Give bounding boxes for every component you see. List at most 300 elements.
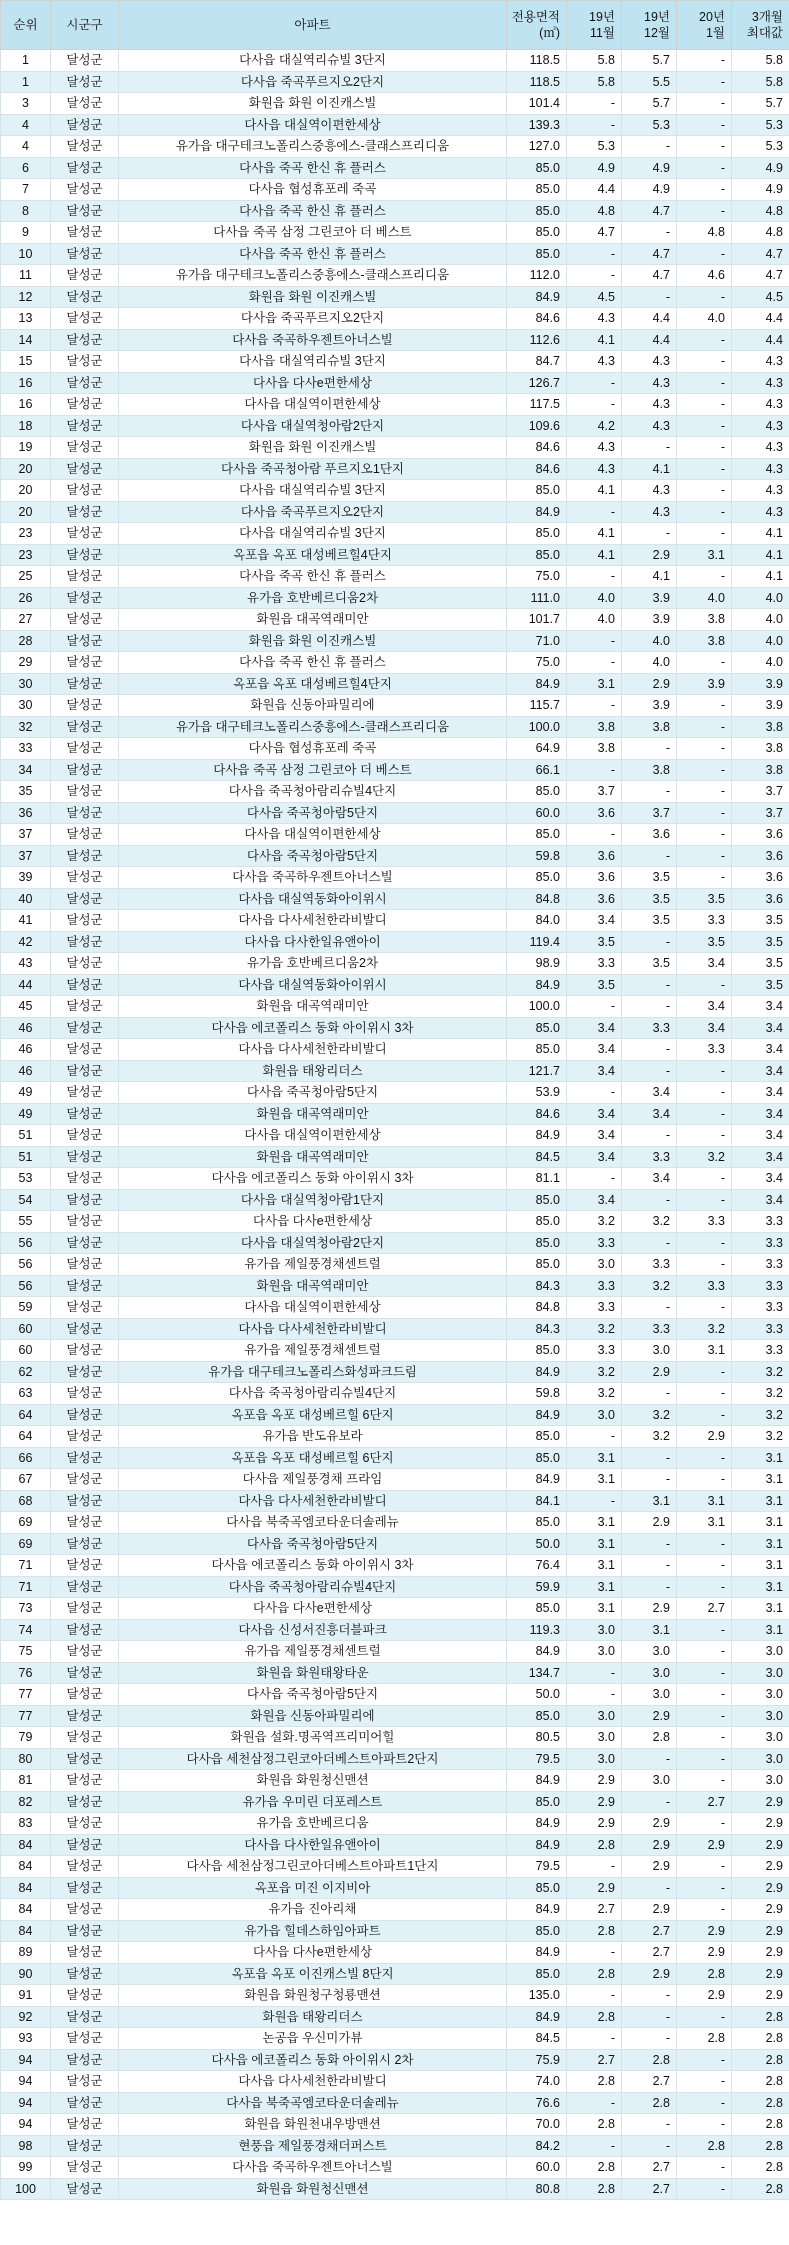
cell-apartment: 유가읍 제일풍경채센트럴 xyxy=(119,1340,507,1362)
cell-rank: 69 xyxy=(1,1533,51,1555)
cell-district: 달성군 xyxy=(51,265,119,287)
table-row xyxy=(1,71,789,93)
cell-month-3: - xyxy=(677,1189,732,1211)
cell-max: 2.9 xyxy=(732,1985,789,2007)
cell-max: 4.9 xyxy=(732,157,789,179)
cell-district: 달성군 xyxy=(51,888,119,910)
table-row xyxy=(1,1168,789,1190)
cell-area: 85.0 xyxy=(507,179,567,201)
cell-month-2: - xyxy=(622,1533,677,1555)
table-row xyxy=(1,1125,789,1147)
cell-area: 84.9 xyxy=(507,1361,567,1383)
cell-area: 70.0 xyxy=(507,2114,567,2136)
table-body xyxy=(1,50,789,2200)
cell-district: 달성군 xyxy=(51,1189,119,1211)
header-area: 전용면적 (㎡) xyxy=(507,1,567,50)
cell-rank: 68 xyxy=(1,1490,51,1512)
cell-rank: 100 xyxy=(1,2178,51,2200)
cell-max: 2.8 xyxy=(732,2178,789,2200)
cell-district: 달성군 xyxy=(51,2157,119,2179)
cell-max: 3.2 xyxy=(732,1361,789,1383)
cell-rank: 1 xyxy=(1,50,51,72)
cell-month-3: 2.7 xyxy=(677,1791,732,1813)
cell-month-1: - xyxy=(567,2028,622,2050)
cell-month-1: - xyxy=(567,1426,622,1448)
cell-rank: 54 xyxy=(1,1189,51,1211)
cell-apartment: 유가읍 대구테크노폴리스중흥에스-클래스프리디움 xyxy=(119,265,507,287)
cell-area: 81.1 xyxy=(507,1168,567,1190)
cell-apartment: 다사읍 세천삼정그린코아더베스트아파트1단지 xyxy=(119,1856,507,1878)
cell-apartment: 화원읍 화원청구청룡맨션 xyxy=(119,1985,507,2007)
cell-month-1: 3.4 xyxy=(567,1189,622,1211)
cell-rank: 40 xyxy=(1,888,51,910)
cell-month-2: 3.5 xyxy=(622,953,677,975)
cell-area: 80.5 xyxy=(507,1727,567,1749)
cell-apartment: 다사읍 대실역청아람2단지 xyxy=(119,1232,507,1254)
table-row xyxy=(1,1748,789,1770)
table-row xyxy=(1,480,789,502)
table-row xyxy=(1,1189,789,1211)
cell-month-1: 5.8 xyxy=(567,71,622,93)
cell-district: 달성군 xyxy=(51,501,119,523)
cell-max: 3.7 xyxy=(732,781,789,803)
cell-month-1: - xyxy=(567,1856,622,1878)
cell-apartment: 화원읍 화원 이진캐스빌 xyxy=(119,286,507,308)
cell-rank: 98 xyxy=(1,2135,51,2157)
table-row xyxy=(1,1017,789,1039)
cell-area: 84.9 xyxy=(507,501,567,523)
cell-max: 3.1 xyxy=(732,1490,789,1512)
cell-month-1: 4.1 xyxy=(567,523,622,545)
table-row xyxy=(1,2157,789,2179)
cell-district: 달성군 xyxy=(51,200,119,222)
cell-month-3: - xyxy=(677,523,732,545)
cell-month-2: 3.9 xyxy=(622,695,677,717)
table-row xyxy=(1,1082,789,1104)
cell-area: 118.5 xyxy=(507,50,567,72)
table-row xyxy=(1,265,789,287)
header-month-2: 19년 12월 xyxy=(622,1,677,50)
cell-rank: 55 xyxy=(1,1211,51,1233)
cell-month-1: 3.1 xyxy=(567,1512,622,1534)
cell-district: 달성군 xyxy=(51,114,119,136)
cell-apartment: 다사읍 대실역리슈빌 3단지 xyxy=(119,480,507,502)
cell-area: 84.1 xyxy=(507,1490,567,1512)
cell-area: 84.9 xyxy=(507,2006,567,2028)
cell-rank: 28 xyxy=(1,630,51,652)
cell-month-2: - xyxy=(622,523,677,545)
cell-district: 달성군 xyxy=(51,523,119,545)
cell-apartment: 다사읍 에코폴리스 동화 아이위시 2차 xyxy=(119,2049,507,2071)
cell-month-2: 3.5 xyxy=(622,910,677,932)
header-district: 시군구 xyxy=(51,1,119,50)
table-row xyxy=(1,759,789,781)
table-row xyxy=(1,1533,789,1555)
cell-month-2: 2.8 xyxy=(622,2049,677,2071)
cell-month-3: - xyxy=(677,93,732,115)
table-header xyxy=(1,1,789,50)
cell-rank: 84 xyxy=(1,1920,51,1942)
table-row xyxy=(1,93,789,115)
cell-rank: 66 xyxy=(1,1447,51,1469)
cell-rank: 71 xyxy=(1,1555,51,1577)
cell-district: 달성군 xyxy=(51,1146,119,1168)
cell-area: 84.2 xyxy=(507,2135,567,2157)
table-row xyxy=(1,2071,789,2093)
cell-max: 3.1 xyxy=(732,1598,789,1620)
cell-area: 59.8 xyxy=(507,1383,567,1405)
cell-month-2: 2.9 xyxy=(622,544,677,566)
cell-apartment: 다사읍 죽곡하우젠트아너스빌 xyxy=(119,867,507,889)
cell-max: 3.2 xyxy=(732,1404,789,1426)
cell-district: 달성군 xyxy=(51,243,119,265)
cell-month-3: 2.8 xyxy=(677,2135,732,2157)
cell-apartment: 현풍읍 제일풍경채더퍼스트 xyxy=(119,2135,507,2157)
cell-month-3: - xyxy=(677,652,732,674)
table-row xyxy=(1,1920,789,1942)
cell-max: 2.8 xyxy=(732,2092,789,2114)
cell-max: 4.0 xyxy=(732,587,789,609)
cell-max: 2.8 xyxy=(732,2071,789,2093)
cell-district: 달성군 xyxy=(51,1490,119,1512)
cell-month-1: - xyxy=(567,1662,622,1684)
cell-month-3: - xyxy=(677,437,732,459)
cell-rank: 46 xyxy=(1,1017,51,1039)
cell-month-3: 4.6 xyxy=(677,265,732,287)
cell-month-2: - xyxy=(622,222,677,244)
cell-month-2: 4.3 xyxy=(622,501,677,523)
cell-area: 60.0 xyxy=(507,802,567,824)
cell-area: 64.9 xyxy=(507,738,567,760)
cell-month-3: - xyxy=(677,415,732,437)
cell-max: 2.9 xyxy=(732,1791,789,1813)
cell-apartment: 다사읍 대실역리슈빌 3단지 xyxy=(119,351,507,373)
cell-max: 3.8 xyxy=(732,738,789,760)
cell-apartment: 화원읍 화원 이진캐스빌 xyxy=(119,630,507,652)
cell-month-2: 3.5 xyxy=(622,867,677,889)
cell-month-2: - xyxy=(622,286,677,308)
cell-rank: 23 xyxy=(1,523,51,545)
cell-apartment: 다사읍 대실역동화아이위시 xyxy=(119,974,507,996)
table-row xyxy=(1,587,789,609)
cell-apartment: 다사읍 다사세천한라비발디 xyxy=(119,910,507,932)
cell-apartment: 다사읍 대실역청아람1단지 xyxy=(119,1189,507,1211)
cell-max: 3.0 xyxy=(732,1662,789,1684)
cell-apartment: 다사읍 대실역이편한세상 xyxy=(119,1125,507,1147)
cell-max: 2.9 xyxy=(732,1963,789,1985)
cell-area: 60.0 xyxy=(507,2157,567,2179)
cell-month-2: 3.3 xyxy=(622,1318,677,1340)
cell-district: 달성군 xyxy=(51,974,119,996)
cell-month-2: 3.2 xyxy=(622,1426,677,1448)
cell-rank: 10 xyxy=(1,243,51,265)
cell-month-3: - xyxy=(677,802,732,824)
cell-max: 3.6 xyxy=(732,867,789,889)
cell-district: 달성군 xyxy=(51,1791,119,1813)
cell-district: 달성군 xyxy=(51,480,119,502)
cell-area: 76.6 xyxy=(507,2092,567,2114)
cell-month-1: - xyxy=(567,1985,622,2007)
cell-month-2: - xyxy=(622,996,677,1018)
cell-month-2: - xyxy=(622,1447,677,1469)
cell-apartment: 다사읍 죽곡 삼정 그린코아 더 베스트 xyxy=(119,222,507,244)
cell-apartment: 다사읍 다사세천한라비발디 xyxy=(119,1039,507,1061)
cell-month-2: 4.3 xyxy=(622,394,677,416)
cell-month-3: - xyxy=(677,2092,732,2114)
cell-area: 135.0 xyxy=(507,1985,567,2007)
header-rank: 순위 xyxy=(1,1,51,50)
cell-max: 3.4 xyxy=(732,1060,789,1082)
cell-rank: 29 xyxy=(1,652,51,674)
cell-district: 달성군 xyxy=(51,609,119,631)
cell-month-3: 2.8 xyxy=(677,1963,732,1985)
cell-apartment: 다사읍 세천삼정그린코아더베스트아파트2단지 xyxy=(119,1748,507,1770)
cell-month-2: 4.9 xyxy=(622,157,677,179)
cell-month-1: 3.1 xyxy=(567,1576,622,1598)
cell-max: 3.5 xyxy=(732,953,789,975)
cell-month-3: 3.4 xyxy=(677,996,732,1018)
cell-max: 4.8 xyxy=(732,222,789,244)
cell-district: 달성군 xyxy=(51,308,119,330)
cell-month-3: - xyxy=(677,1727,732,1749)
cell-rank: 62 xyxy=(1,1361,51,1383)
cell-rank: 1 xyxy=(1,71,51,93)
cell-rank: 63 xyxy=(1,1383,51,1405)
table-row xyxy=(1,1899,789,1921)
cell-month-3: - xyxy=(677,2006,732,2028)
cell-month-3: - xyxy=(677,695,732,717)
table-row xyxy=(1,2135,789,2157)
cell-district: 달성군 xyxy=(51,415,119,437)
cell-max: 2.8 xyxy=(732,2049,789,2071)
cell-rank: 7 xyxy=(1,179,51,201)
cell-month-2: 3.7 xyxy=(622,802,677,824)
cell-rank: 32 xyxy=(1,716,51,738)
cell-district: 달성군 xyxy=(51,372,119,394)
cell-max: 2.8 xyxy=(732,2006,789,2028)
cell-area: 112.6 xyxy=(507,329,567,351)
cell-month-2: 4.4 xyxy=(622,329,677,351)
cell-month-2: 3.1 xyxy=(622,1619,677,1641)
cell-apartment: 다사읍 다사한일유앤아이 xyxy=(119,1834,507,1856)
cell-area: 84.0 xyxy=(507,910,567,932)
cell-apartment: 다사읍 대실역동화아이위시 xyxy=(119,888,507,910)
cell-max: 3.1 xyxy=(732,1576,789,1598)
cell-apartment: 다사읍 죽곡청아람5단지 xyxy=(119,1082,507,1104)
cell-month-2: - xyxy=(622,1748,677,1770)
cell-month-2: - xyxy=(622,1576,677,1598)
cell-month-2: - xyxy=(622,781,677,803)
table-row xyxy=(1,845,789,867)
cell-max: 3.1 xyxy=(732,1469,789,1491)
cell-month-1: 3.1 xyxy=(567,1555,622,1577)
cell-month-1: 2.8 xyxy=(567,2178,622,2200)
table-row xyxy=(1,372,789,394)
cell-district: 달성군 xyxy=(51,695,119,717)
cell-area: 98.9 xyxy=(507,953,567,975)
cell-month-2: 3.9 xyxy=(622,609,677,631)
cell-month-2: - xyxy=(622,2006,677,2028)
cell-max: 3.4 xyxy=(732,996,789,1018)
header-month-1: 19년 11월 xyxy=(567,1,622,50)
cell-apartment: 다사읍 죽곡청아람5단지 xyxy=(119,1533,507,1555)
cell-apartment: 다사읍 죽곡 한신 휴 플러스 xyxy=(119,243,507,265)
cell-rank: 56 xyxy=(1,1254,51,1276)
cell-district: 달성군 xyxy=(51,2135,119,2157)
table-row xyxy=(1,1232,789,1254)
cell-month-1: 3.3 xyxy=(567,1275,622,1297)
cell-apartment: 유가읍 대구테크노폴리스중흥에스-클래스프리디움 xyxy=(119,136,507,158)
cell-month-1: - xyxy=(567,2135,622,2157)
cell-month-1: 3.6 xyxy=(567,845,622,867)
cell-max: 3.6 xyxy=(732,845,789,867)
cell-month-2: 4.7 xyxy=(622,265,677,287)
cell-area: 85.0 xyxy=(507,1426,567,1448)
cell-district: 달성군 xyxy=(51,93,119,115)
cell-month-1: - xyxy=(567,394,622,416)
cell-apartment: 논공읍 우신미가뷰 xyxy=(119,2028,507,2050)
cell-max: 4.4 xyxy=(732,329,789,351)
cell-apartment: 다사읍 에코폴리스 동화 아이위시 3차 xyxy=(119,1017,507,1039)
cell-apartment: 화원읍 신동아파밀리에 xyxy=(119,695,507,717)
cell-month-1: 3.2 xyxy=(567,1318,622,1340)
cell-area: 101.7 xyxy=(507,609,567,631)
cell-month-2: 2.9 xyxy=(622,673,677,695)
cell-month-2: 3.2 xyxy=(622,1275,677,1297)
cell-month-1: - xyxy=(567,114,622,136)
cell-district: 달성군 xyxy=(51,1598,119,1620)
cell-month-3: 2.9 xyxy=(677,1920,732,1942)
cell-month-1: 2.8 xyxy=(567,1963,622,1985)
cell-month-1: 4.1 xyxy=(567,544,622,566)
cell-month-3: - xyxy=(677,1619,732,1641)
cell-rank: 27 xyxy=(1,609,51,631)
cell-month-1: 3.4 xyxy=(567,1125,622,1147)
cell-apartment: 다사읍 죽곡 한신 휴 플러스 xyxy=(119,200,507,222)
cell-apartment: 유가읍 반도유보라 xyxy=(119,1426,507,1448)
cell-max: 3.4 xyxy=(732,1125,789,1147)
cell-month-1: 4.5 xyxy=(567,286,622,308)
cell-max: 3.4 xyxy=(732,1168,789,1190)
cell-district: 달성군 xyxy=(51,824,119,846)
cell-area: 84.6 xyxy=(507,437,567,459)
cell-district: 달성군 xyxy=(51,1469,119,1491)
cell-rank: 30 xyxy=(1,673,51,695)
cell-area: 84.3 xyxy=(507,1318,567,1340)
cell-month-2: 3.4 xyxy=(622,1103,677,1125)
cell-district: 달성군 xyxy=(51,1748,119,1770)
cell-max: 4.3 xyxy=(732,394,789,416)
cell-month-1: - xyxy=(567,93,622,115)
cell-district: 달성군 xyxy=(51,179,119,201)
cell-apartment: 다사읍 다사한일유앤아이 xyxy=(119,931,507,953)
cell-apartment: 다사읍 다사세천한라비발디 xyxy=(119,1490,507,1512)
cell-rank: 69 xyxy=(1,1512,51,1534)
cell-max: 4.1 xyxy=(732,544,789,566)
cell-area: 85.0 xyxy=(507,222,567,244)
cell-month-3: 2.7 xyxy=(677,1598,732,1620)
cell-month-2: - xyxy=(622,1555,677,1577)
cell-month-1: 3.1 xyxy=(567,673,622,695)
cell-month-3: - xyxy=(677,329,732,351)
cell-area: 75.9 xyxy=(507,2049,567,2071)
cell-area: 84.6 xyxy=(507,1103,567,1125)
cell-month-3: - xyxy=(677,867,732,889)
cell-district: 달성군 xyxy=(51,673,119,695)
cell-rank: 6 xyxy=(1,157,51,179)
cell-month-3: - xyxy=(677,1705,732,1727)
cell-apartment: 유가읍 제일풍경채센트럴 xyxy=(119,1254,507,1276)
cell-rank: 23 xyxy=(1,544,51,566)
cell-month-2: 5.5 xyxy=(622,71,677,93)
cell-apartment: 다사읍 죽곡청아람5단지 xyxy=(119,845,507,867)
cell-month-1: 3.1 xyxy=(567,1469,622,1491)
cell-month-2: 4.9 xyxy=(622,179,677,201)
cell-rank: 18 xyxy=(1,415,51,437)
cell-rank: 46 xyxy=(1,1039,51,1061)
table-row xyxy=(1,1512,789,1534)
cell-month-1: 4.7 xyxy=(567,222,622,244)
cell-month-2: - xyxy=(622,1060,677,1082)
cell-month-3: - xyxy=(677,1555,732,1577)
cell-area: 75.0 xyxy=(507,566,567,588)
cell-apartment: 다사읍 북죽곡엠코타운더솔레뉴 xyxy=(119,2092,507,2114)
table-row xyxy=(1,1856,789,1878)
cell-rank: 26 xyxy=(1,587,51,609)
cell-month-3: - xyxy=(677,1662,732,1684)
cell-area: 50.0 xyxy=(507,1533,567,1555)
cell-month-3: - xyxy=(677,1254,732,1276)
cell-max: 3.8 xyxy=(732,716,789,738)
cell-rank: 83 xyxy=(1,1813,51,1835)
cell-month-3: - xyxy=(677,1103,732,1125)
cell-area: 84.7 xyxy=(507,351,567,373)
cell-area: 84.6 xyxy=(507,308,567,330)
table-row xyxy=(1,1791,789,1813)
cell-max: 4.9 xyxy=(732,179,789,201)
cell-max: 3.3 xyxy=(732,1232,789,1254)
cell-rank: 71 xyxy=(1,1576,51,1598)
cell-apartment: 유가읍 힐데스하임아파트 xyxy=(119,1920,507,1942)
cell-rank: 74 xyxy=(1,1619,51,1641)
cell-apartment: 다사읍 북죽곡엠코타운더솔레뉴 xyxy=(119,1512,507,1534)
cell-month-2: 4.3 xyxy=(622,415,677,437)
cell-max: 5.8 xyxy=(732,50,789,72)
cell-month-3: - xyxy=(677,458,732,480)
cell-month-3: - xyxy=(677,1404,732,1426)
cell-district: 달성군 xyxy=(51,759,119,781)
cell-month-3: - xyxy=(677,1060,732,1082)
cell-rank: 84 xyxy=(1,1834,51,1856)
cell-rank: 94 xyxy=(1,2092,51,2114)
cell-month-1: - xyxy=(567,1168,622,1190)
cell-apartment: 화원읍 대곡역래미안 xyxy=(119,1146,507,1168)
cell-rank: 25 xyxy=(1,566,51,588)
cell-month-3: - xyxy=(677,759,732,781)
cell-month-1: 2.7 xyxy=(567,1899,622,1921)
cell-apartment: 다사읍 대실역리슈빌 3단지 xyxy=(119,50,507,72)
cell-month-3: - xyxy=(677,1125,732,1147)
cell-rank: 76 xyxy=(1,1662,51,1684)
cell-max: 4.5 xyxy=(732,286,789,308)
cell-rank: 20 xyxy=(1,501,51,523)
cell-area: 50.0 xyxy=(507,1684,567,1706)
cell-district: 달성군 xyxy=(51,1770,119,1792)
cell-max: 2.8 xyxy=(732,2028,789,2050)
cell-apartment: 다사읍 죽곡푸르지오2단지 xyxy=(119,71,507,93)
cell-rank: 81 xyxy=(1,1770,51,1792)
cell-month-3: - xyxy=(677,71,732,93)
